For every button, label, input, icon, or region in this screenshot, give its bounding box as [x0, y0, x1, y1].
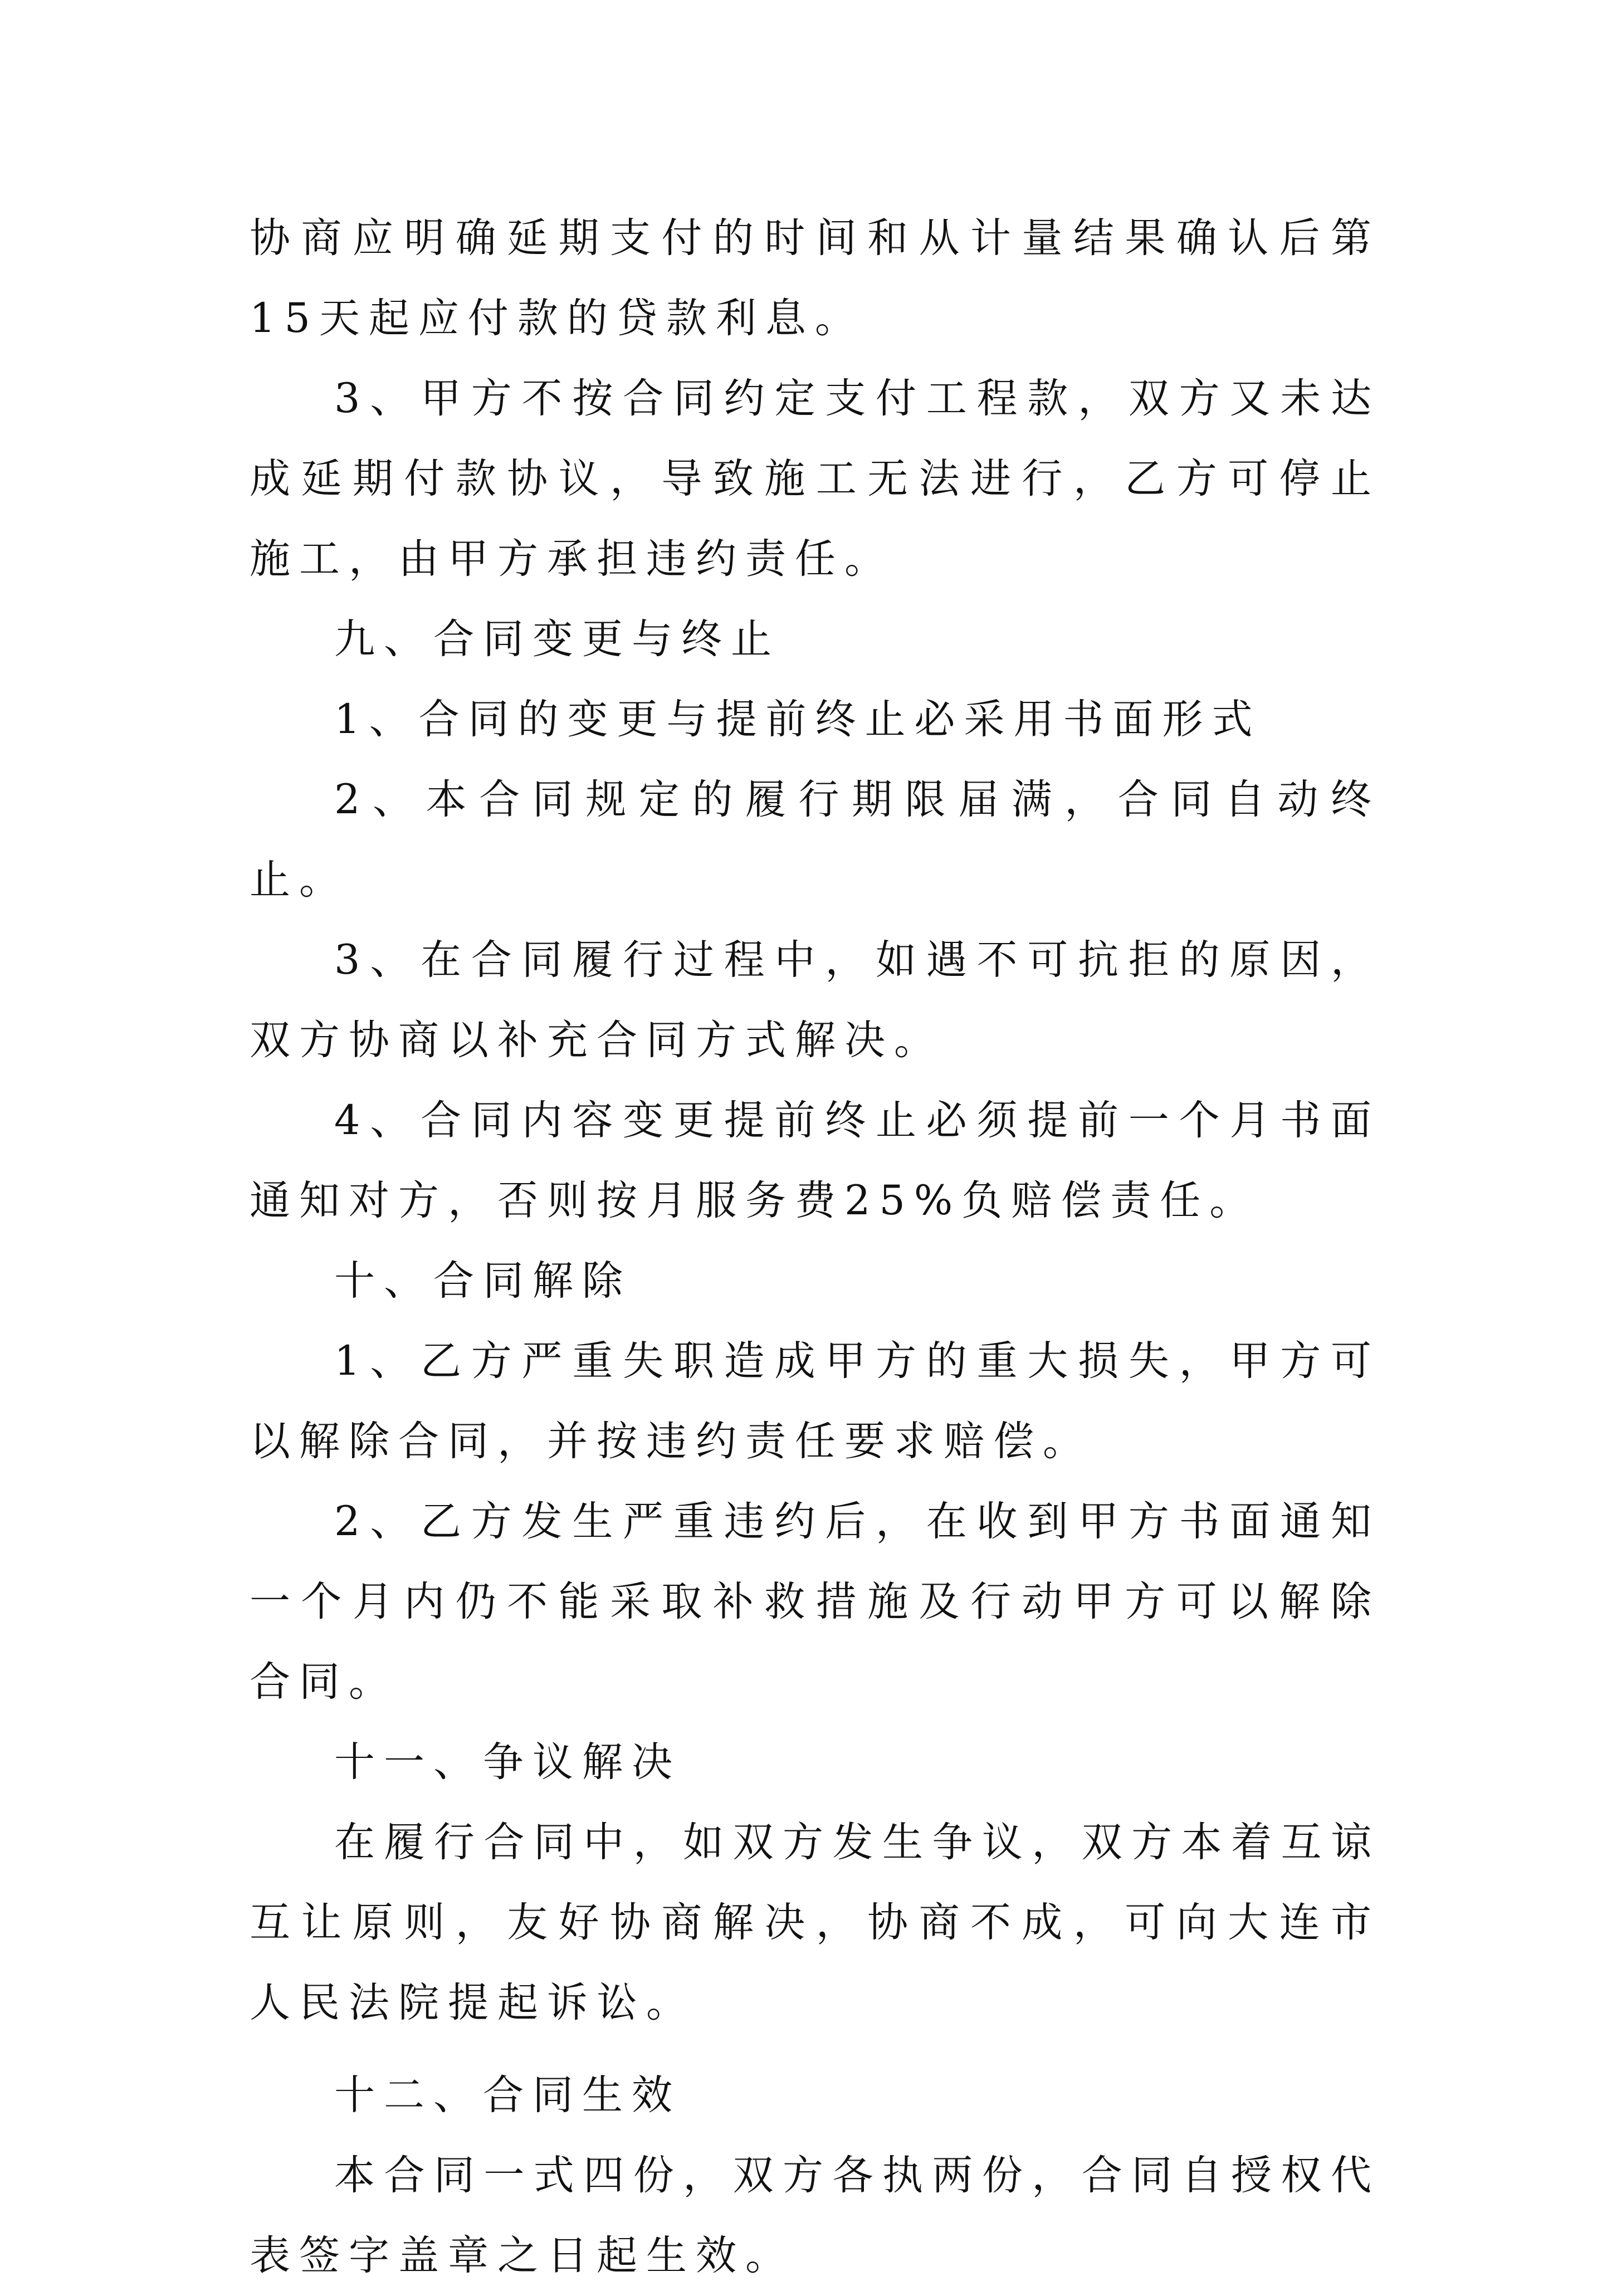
section-heading-12: 十二、合同生效 — [334, 2072, 681, 2119]
paragraph-clause-10-2: 2、乙方发生严重违约后，在收到甲方书面通知一个月内仍不能采取补救措施及行动甲方可以解除合同。 — [250, 1498, 1380, 1706]
paragraph-clause-10-1: 1、乙方严重失职造成甲方的重大损失，甲方可以解除合同，并按违约责任要求赔偿。 — [250, 1337, 1380, 1465]
section-heading-9: 九、合同变更与终止 — [334, 615, 780, 663]
paragraph-clause-11: 在履行合同中，如双方发生争议，双方本着互谅互让原则，友好协商解决，协商不成，可向大连市人民法院提起诉讼。 — [250, 1819, 1380, 2026]
paragraph-clause-9-4: 4、合同内容变更提前终止必须提前一个月书面通知对方，否则按月服务费25%负赔偿责任。 — [250, 1097, 1380, 1224]
section-heading-10: 十、合同解除 — [334, 1257, 632, 1305]
section-heading-11: 十一、争议解决 — [334, 1738, 681, 1786]
paragraph-clause-12: 本合同一式四份，双方各执两份，合同自授权代表签字盖章之日起生效。 — [250, 2152, 1380, 2279]
paragraph-clause-9-2: 2、本合同规定的履行期限届满，合同自动终止。 — [250, 776, 1380, 903]
paragraph-clause-9-1: 1、合同的变更与提前终止必采用书面形式 — [334, 696, 1262, 743]
document-body — [250, 198, 1380, 2296]
spacer — [250, 2043, 1380, 2055]
paragraph-payment-deferral: 协商应明确延期支付的时间和从计量结果确认后第15天起应付款的贷款利息。 — [250, 214, 1380, 342]
paragraph-clause-9-3: 3、在合同履行过程中，如遇不可抗拒的原因，双方协商以补充合同方式解决。 — [250, 936, 1380, 1064]
paragraph-clause-8-3: 3、甲方不按合同约定支付工程款，双方又未达成延期付款协议，导致施工无法进行，乙方可停止施工，由甲方承担违约责任。 — [250, 375, 1380, 583]
